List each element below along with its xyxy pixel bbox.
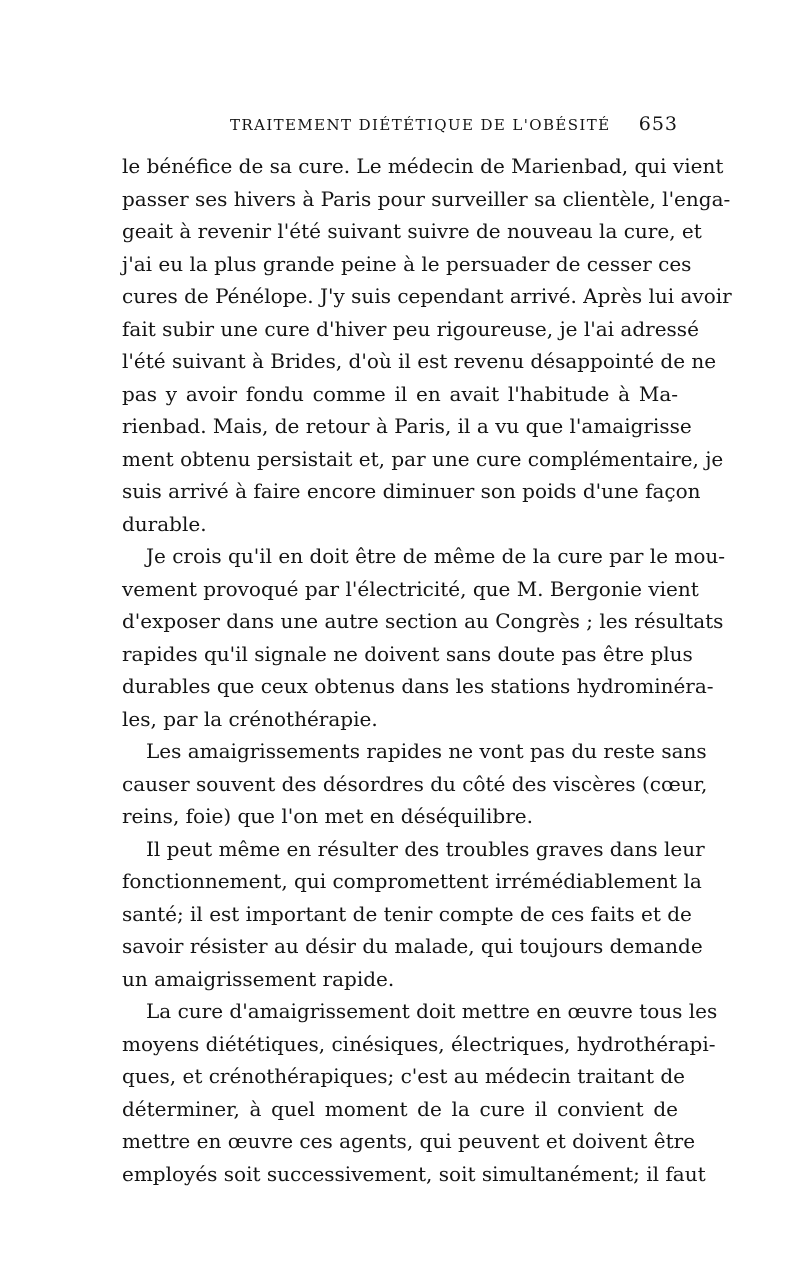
text-line: ment obtenu persistait et, par une cure complémentaire, je xyxy=(122,446,724,471)
text-line: fait subir une cure d'hiver peu rigoureuse, je l'ai adressé xyxy=(122,316,699,341)
text-line: durable. xyxy=(122,511,207,536)
text-line: Il peut même en résulter des troubles graves dans leur xyxy=(146,836,705,861)
text-line: passer ses hivers à Paris pour surveiller sa clientèle, l'enga- xyxy=(122,186,731,211)
text-line: reins, foie) que l'on met en déséquilibre. xyxy=(122,804,533,828)
text-line: Je crois qu'il en doit être de même de la cure par le mou- xyxy=(146,544,726,568)
text-line: vement provoqué par l'électricité, que M. Bergonie vient xyxy=(122,576,699,601)
text-line: rienbad. Mais, de retour à Paris, il a vu que l'amaigrisse xyxy=(122,414,692,438)
body-text xyxy=(122,150,732,1190)
text-line: d'exposer dans une autre section au Congrès ; les résultats xyxy=(122,609,724,633)
text-line: mettre en œuvre ces agents, qui peuvent et doivent être xyxy=(122,1129,696,1153)
text-line: savoir résister au désir du malade, qui toujours demande xyxy=(122,934,703,958)
running-title: TRAITEMENT DIÉTÉTIQUE DE L'OBÉSITÉ xyxy=(230,116,611,134)
text-line: le bénéfice de sa cure. Le médecin de Marienbad, qui vient xyxy=(122,154,724,178)
text-line: geait à revenir l'été suivant suivre de nouveau la cure, et xyxy=(122,219,702,243)
text-line: fonctionnement, qui compromettent irrémédiablement la xyxy=(122,869,702,893)
text-line: ques, et crénothérapiques; c'est au médecin traitant de xyxy=(122,1064,685,1088)
text-line: causer souvent des désordres du côté des viscères (cœur, xyxy=(122,771,708,796)
text-line: rapides qu'il signale ne doivent sans doute pas être plus xyxy=(122,641,693,666)
text-line: déterminer, à quel moment de la cure il convient de xyxy=(122,1096,678,1121)
text-line: les, par la crénothérapie. xyxy=(122,706,378,731)
text-line: un amaigrissement rapide. xyxy=(122,966,395,991)
text-line: durables que ceux obtenus dans les stations hydrominéra- xyxy=(122,674,714,698)
text-line: Les amaigrissements rapides ne vont pas du reste sans xyxy=(146,739,707,763)
text-line: cures de Pénélope. J'y suis cependant arrivé. Après lui avoir xyxy=(122,284,732,308)
text-line: santé; il est important de tenir compte de ces faits et de xyxy=(122,901,692,926)
running-head xyxy=(122,112,682,136)
text-line: suis arrivé à faire encore diminuer son poids d'une façon xyxy=(122,479,701,503)
text-line: employés soit successivement, soit simultanément; il faut xyxy=(122,1161,706,1186)
text-line: l'été suivant à Brides, d'où il est revenu désappointé de ne xyxy=(122,349,717,373)
text-line: j'ai eu la plus grande peine à le persuader de cesser ces xyxy=(122,251,692,276)
text-line: pas y avoir fondu comme il en avait l'habitude à Ma- xyxy=(122,381,678,406)
text-line: La cure d'amaigrissement doit mettre en œuvre tous les xyxy=(146,999,718,1023)
page-number: 653 xyxy=(638,113,678,135)
text-line: moyens diététiques, cinésiques, électriques, hydrothérapi- xyxy=(122,1031,716,1056)
